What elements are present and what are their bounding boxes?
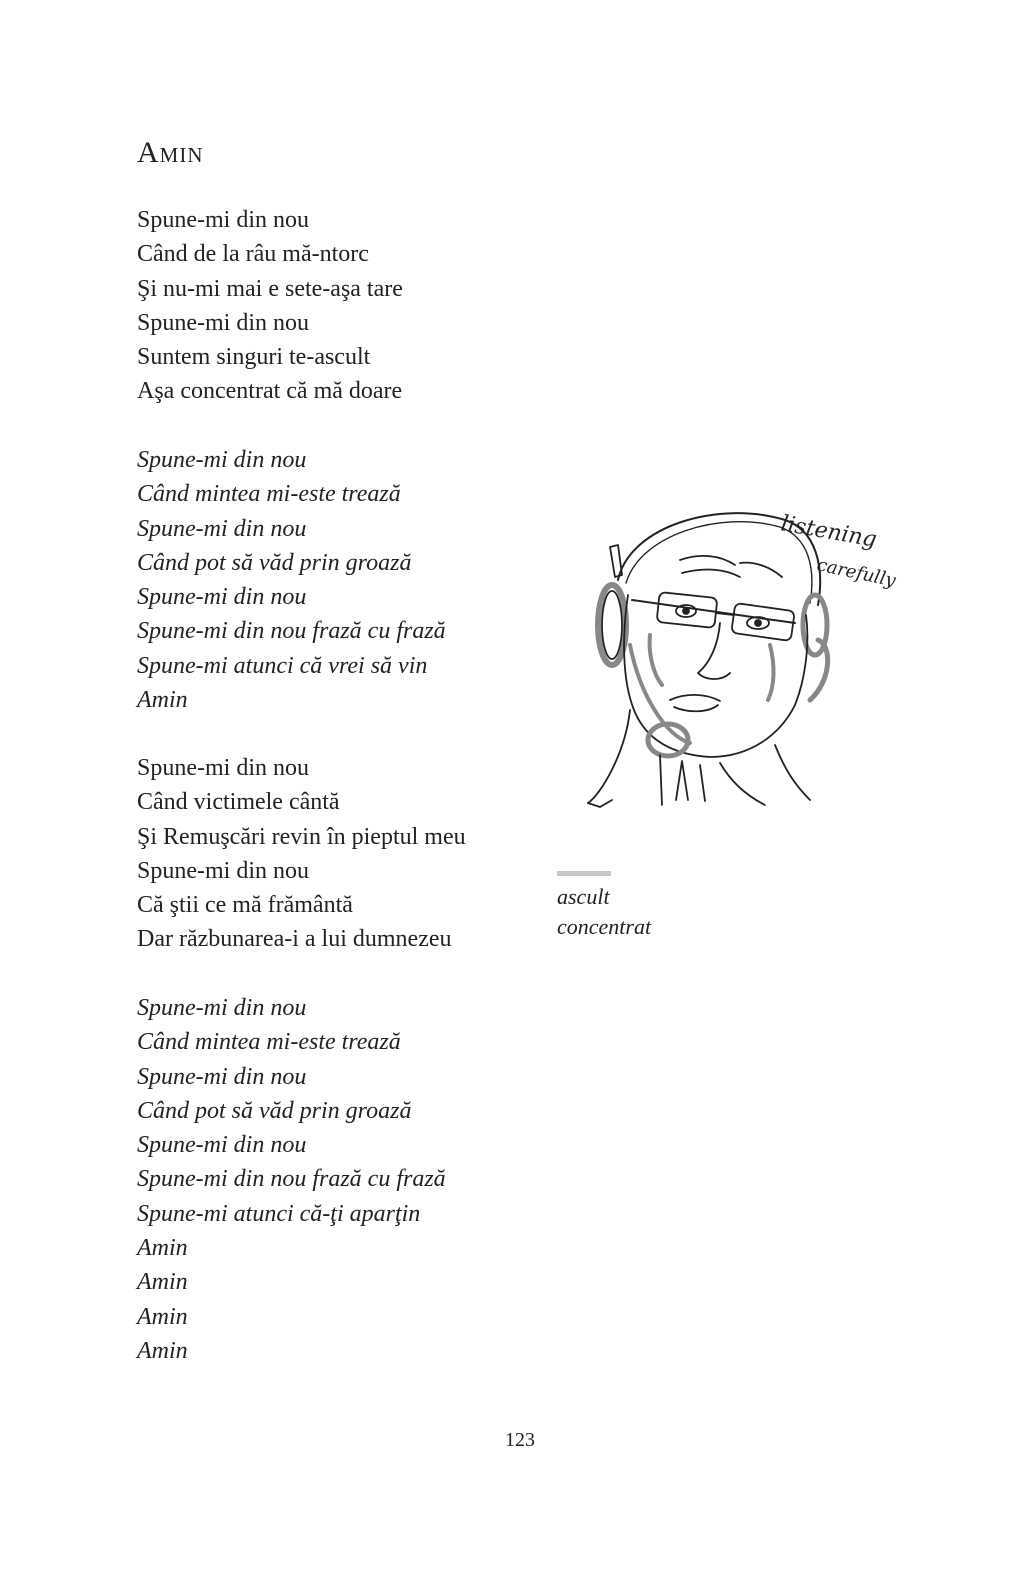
poem-line: Spune-mi din nou <box>137 1132 307 1159</box>
poem-line: Spune-mi din nou <box>137 857 309 884</box>
page-number: 123 <box>505 1429 535 1451</box>
poem-line: Spune-mi din nou <box>137 515 307 542</box>
handwritten-note-line: listening <box>778 511 879 553</box>
poem-line: Spune-mi din nou frază cu frază <box>137 1166 446 1193</box>
poem-line: Aşa concentrat că mă doare <box>137 378 403 405</box>
caption-line: concentrat <box>557 914 652 939</box>
stanza-4 <box>137 991 446 1368</box>
caption <box>557 882 651 942</box>
poem-line: Când mintea mi-este trează <box>137 1029 401 1056</box>
handwritten-note-line: carefully <box>814 554 898 592</box>
poem-line: Şi Remuşcări revin în pieptul meu <box>137 823 466 850</box>
poem-line: Spune-mi din nou <box>137 309 309 336</box>
poem-line: Când mintea mi-este trează <box>137 481 401 508</box>
stanza-2 <box>137 443 446 717</box>
poem-line: Spune-mi din nou <box>137 995 307 1021</box>
poem-line: Spune-mi din nou <box>137 207 309 233</box>
poem-line: Spune-mi din nou <box>137 447 307 473</box>
poem-line: Şi nu-mi mai e sete-aşa tare <box>137 275 403 302</box>
poem-line: Dar răzbunarea-i a lui dumnezeu <box>137 926 452 953</box>
stanza-1 <box>137 203 403 409</box>
poem-line: Spune-mi din nou <box>137 755 309 781</box>
poem-line: Amin <box>137 1269 188 1296</box>
poem-line: Când de la râu mă-ntorc <box>137 241 369 268</box>
poem-line: Amin <box>137 1337 188 1364</box>
stanza-3 <box>137 751 466 957</box>
poem-line: Când pot să văd prin groază <box>137 1097 412 1124</box>
poem-line: Spune-mi din nou <box>137 584 307 611</box>
caption-line: ascult <box>557 884 610 909</box>
headphones-portrait-sketch <box>570 495 910 820</box>
poem-line: Amin <box>137 687 188 714</box>
poem-title: Amin <box>137 136 204 169</box>
poem-line: Spune-mi din nou <box>137 1063 307 1090</box>
poem-line: Spune-mi atunci că vrei să vin <box>137 652 428 679</box>
poem-line: Amin <box>137 1235 188 1262</box>
poem-line: Spune-mi atunci că-ţi aparţin <box>137 1200 421 1227</box>
poem-line: Amin <box>137 1303 188 1330</box>
caption-rule <box>557 871 611 876</box>
poem-line: Spune-mi din nou frază cu frază <box>137 618 446 645</box>
poem-line: Că ştii ce mă frământă <box>137 892 353 919</box>
poem-line: Când pot să văd prin groază <box>137 549 412 576</box>
poem-line: Suntem singuri te-ascult <box>137 344 371 371</box>
poem-line: Când victimele cântă <box>137 789 340 816</box>
